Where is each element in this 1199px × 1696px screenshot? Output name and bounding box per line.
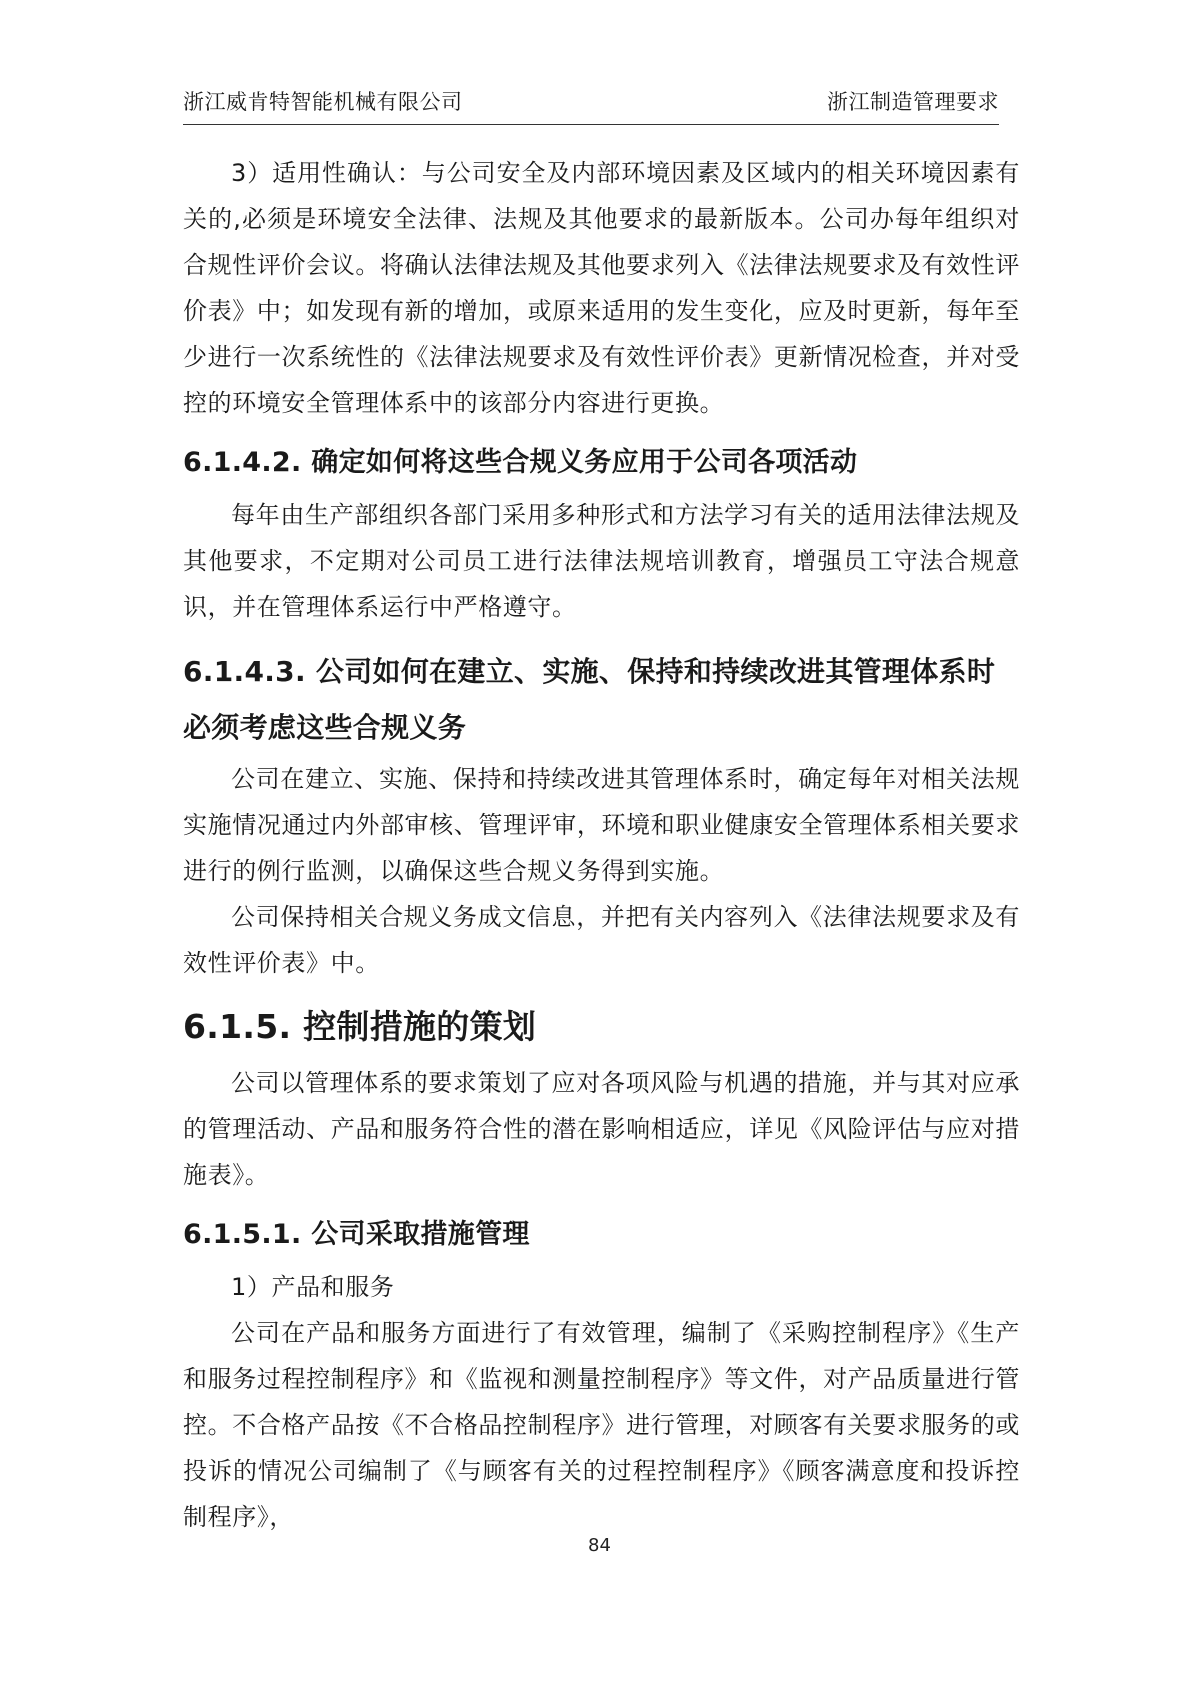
header-document-title: 浙江制造管理要求 [827, 90, 999, 114]
paragraph-training: 每年由生产部组织各部门采用多种形式和方法学习有关的适用法律法规及其他要求，不定期对公司员工进行法律法规培训教育，增强员工守法合规意识，并在管理体系运行中严格遵守。 [183, 501, 1020, 621]
paragraph-product-management: 公司在产品和服务方面进行了有效管理，编制了《采购控制程序》《生产和服务过程控制程序》和《监视和测量控制程序》等文件，对产品质量进行管控。不合格产品按《不合格品控制程序》进行管理，对顾客有关要求服务的或投诉的情况公司编制了《与顾客有关的过程控制程序》《顾客满意度和投诉控制程序》， [183, 1319, 1020, 1531]
page-number: 84 [588, 1535, 611, 1556]
heading-6-1-5-1: 6.1.5.1. 公司采取措施管理 [183, 1219, 530, 1250]
paragraph-applicability: 3）适用性确认：与公司安全及内部环境因素及区域内的相关环境因素有关的,必须是环境安全法律、法规及其他要求的最新版本。公司办每年组织对合规性评价会议。将确认法律法规及其他要求列入《法律法规要求及有效性评价表》中；如发现有新的增加，或原来适用的发生变化，应及时更新，每年至少进行一次系统性的《法律法规要求及有效性评价表》更新情况检查，并对受控的环境安全管理体系中的该部分内容进行更换。 [183, 159, 1020, 417]
document-body [183, 150, 1020, 1540]
heading-6-1-4-3: 6.1.4.3. 公司如何在建立、实施、保持和持续改进其管理体系时必须考虑这些合规义务 [183, 655, 996, 744]
heading-6-1-5-text: 控制措施的策划 [303, 1007, 537, 1046]
paragraph-implementation: 公司在建立、实施、保持和持续改进其管理体系时，确定每年对相关法规实施情况通过内外部审核、管理评审，环境和职业健康安全管理体系相关要求进行的例行监测，以确保这些合规义务得到实施。 [183, 765, 1020, 885]
list-item-products-services: 1）产品和服务 [231, 1273, 395, 1301]
heading-6-1-5-number: 6.1.5. [183, 1007, 292, 1046]
heading-6-1-4-2: 6.1.4.2. 确定如何将这些合规义务应用于公司各项活动 [183, 447, 858, 478]
paragraph-risk-planning: 公司以管理体系的要求策划了应对各项风险与机遇的措施，并与其对应承的管理活动、产品和服务符合性的潜在影响相适应，详见《风险评估与应对措施表》。 [183, 1069, 1020, 1189]
header-company-name: 浙江威肯特智能机械有限公司 [183, 90, 463, 114]
page-header [183, 84, 999, 125]
heading-6-1-5 [183, 994, 1020, 1060]
paragraph-documented-info: 公司保持相关合规义务成文信息，并把有关内容列入《法律法规要求及有效性评价表》中。 [183, 903, 1020, 977]
